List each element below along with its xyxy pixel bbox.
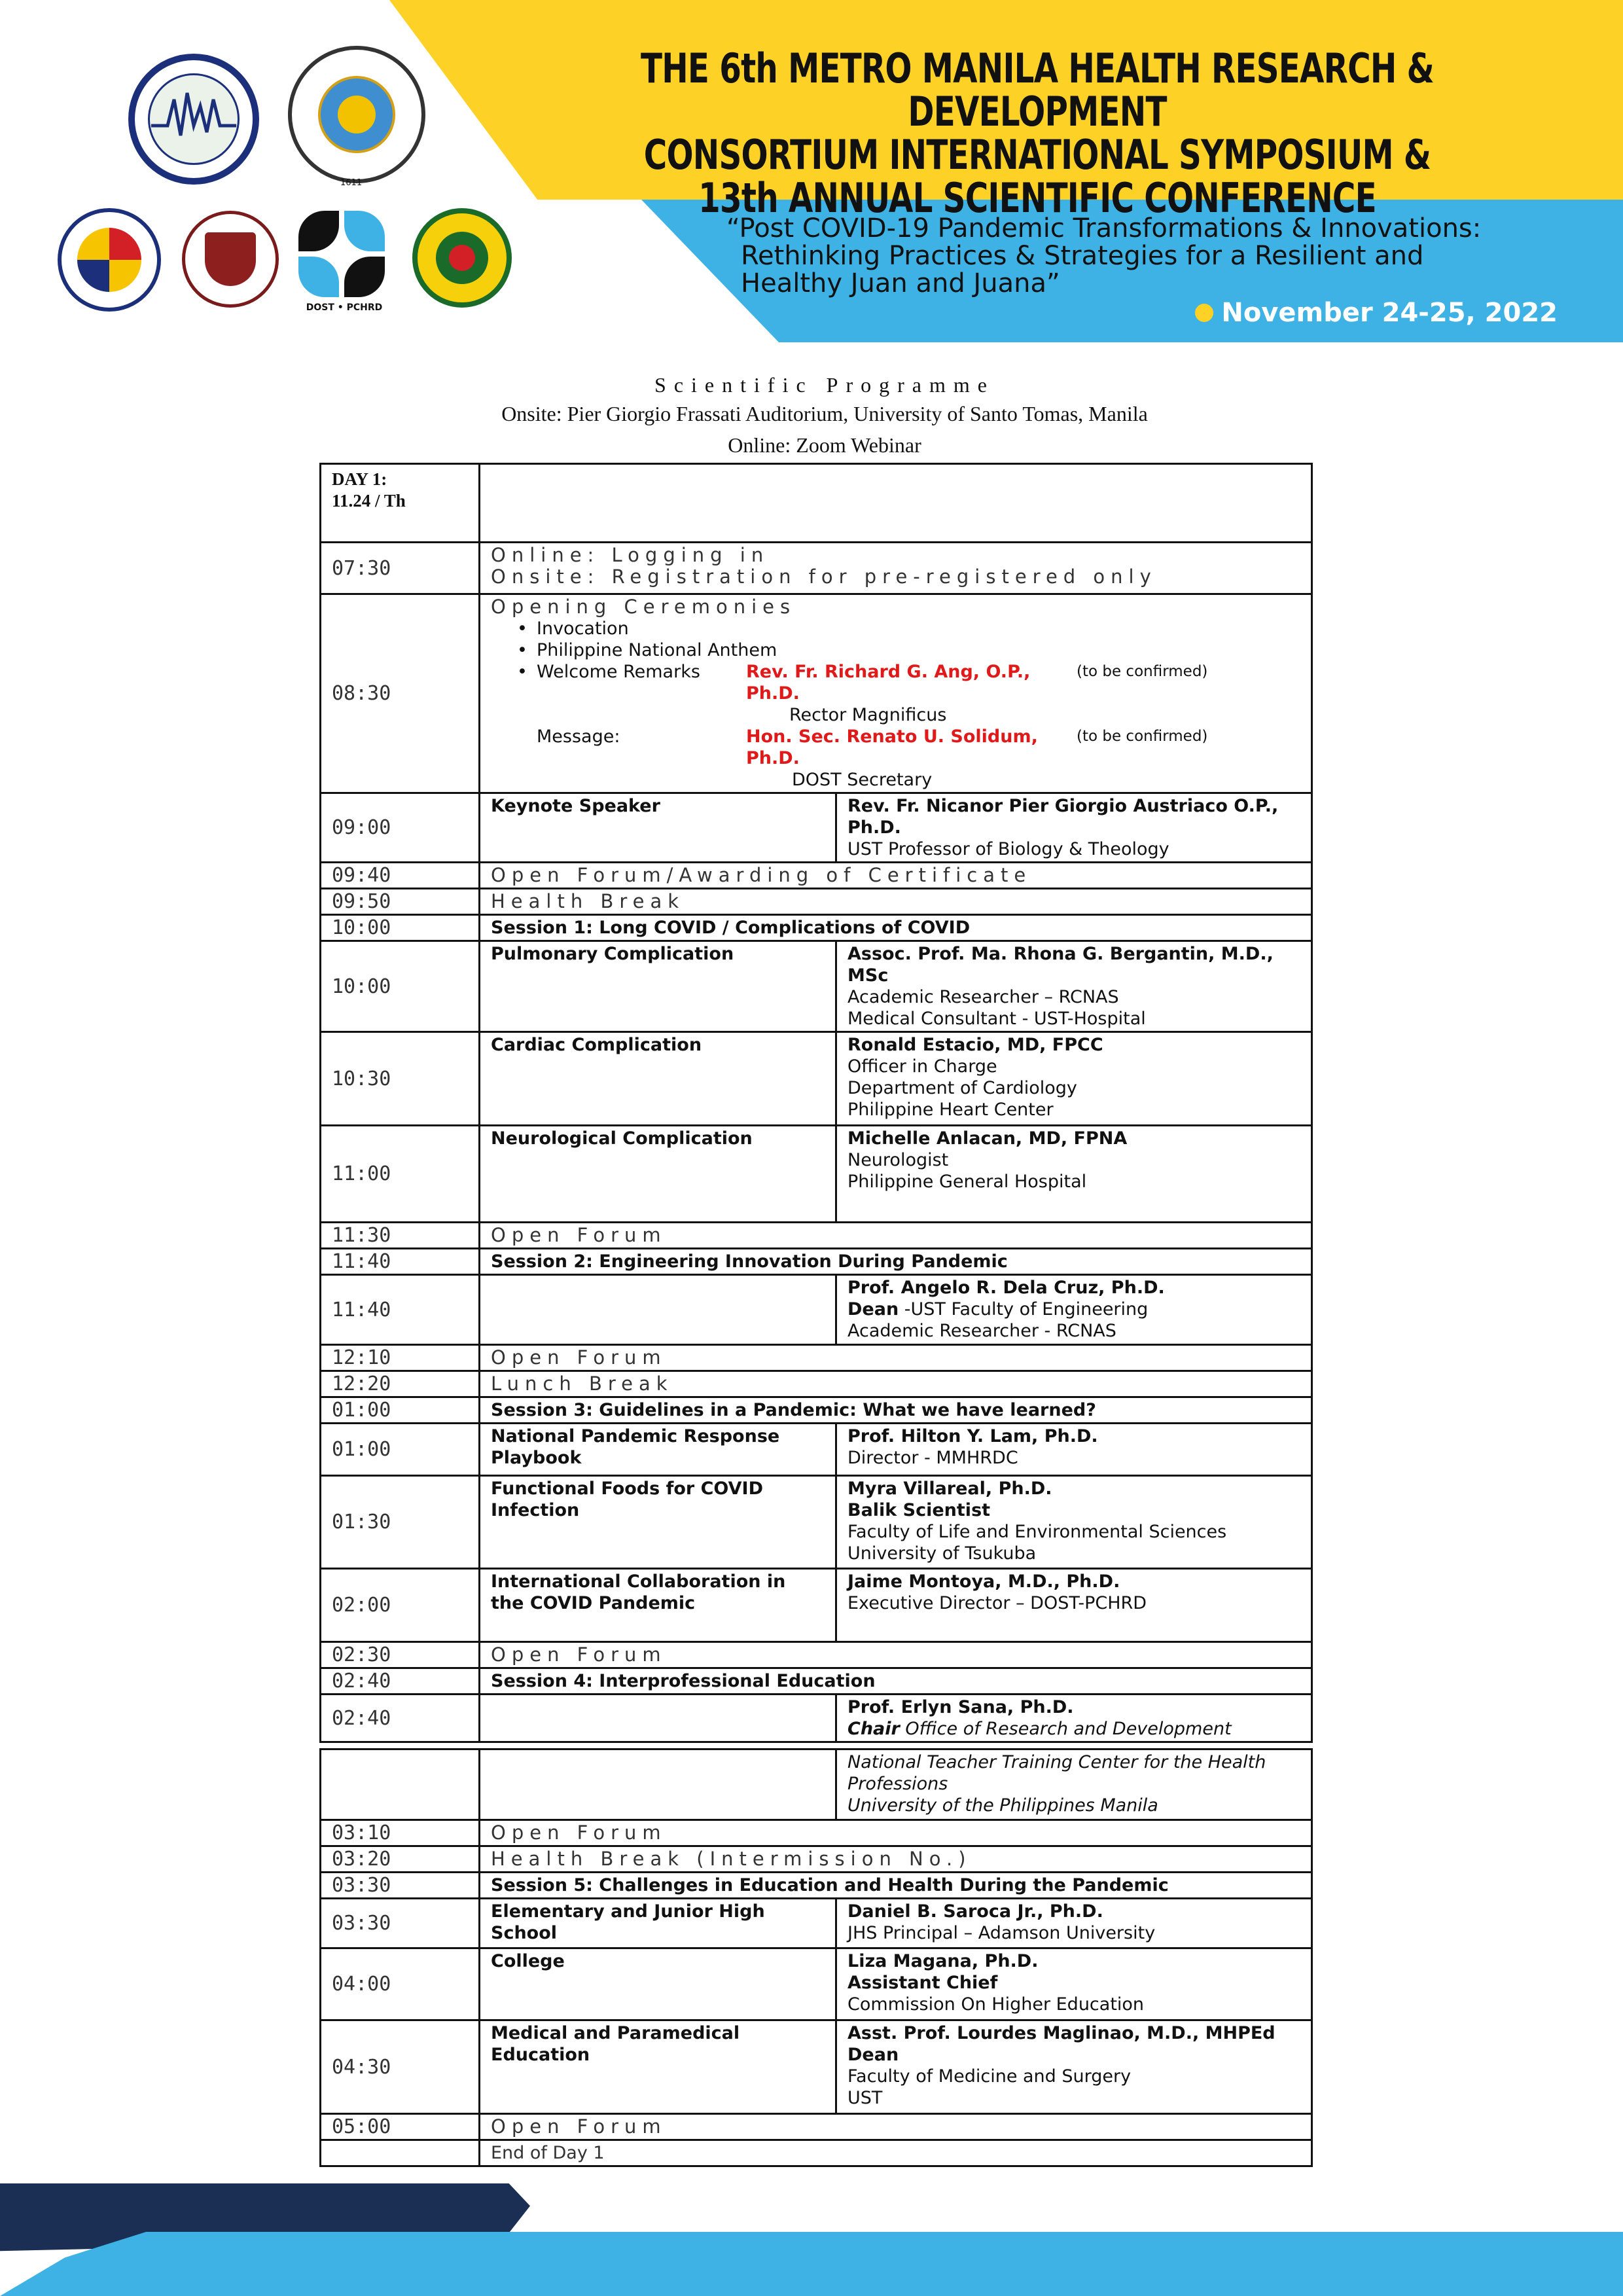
date-dot-icon	[1195, 304, 1213, 322]
table-row	[321, 1569, 1312, 1642]
time-cell: 01:00	[321, 1397, 480, 1424]
programme-heading	[0, 372, 1623, 461]
time-cell: 08:30	[321, 594, 480, 793]
speaker-detail: University of the Philippines Manila	[847, 1795, 1158, 1816]
speaker-name: Daniel B. Saroca Jr., Ph.D.	[847, 1901, 1103, 1922]
speaker-name: Jaime Montoya, M.D., Ph.D.	[847, 1571, 1120, 1592]
time-cell: 03:30	[321, 1899, 480, 1948]
welcome-confirm-note: (to be confirmed)	[1077, 663, 1208, 680]
time-cell: 09:40	[321, 863, 480, 889]
session-title-cell: Session 3: Guidelines in a Pandemic: What we have learned?	[480, 1397, 1312, 1424]
dost-pchrd-label: DOST • PCHRD	[306, 302, 383, 313]
time-cell: 01:30	[321, 1476, 480, 1569]
table-row	[321, 1695, 1312, 1742]
mmhrdc-logo	[128, 54, 259, 185]
time-cell-empty	[321, 1749, 480, 1820]
topic-cell-empty	[480, 1275, 836, 1345]
time-cell: 09:50	[321, 889, 480, 915]
speaker-detail: Faculty of Medicine and Surgery	[847, 2066, 1132, 2087]
speaker-name: Prof. Erlyn Sana, Ph.D.	[847, 1697, 1074, 1717]
speaker-detail: Commission On Higher Education	[847, 1994, 1145, 2015]
time-cell-empty	[321, 2140, 480, 2166]
bullet-icon: •	[517, 662, 527, 682]
welcome-speaker-role: Rector Magnificus	[789, 705, 947, 725]
speaker-title: Assistant Chief	[847, 1973, 998, 1993]
speaker-detail: Medical Consultant - UST-Hospital	[847, 1009, 1146, 1029]
page-break-gap	[321, 1742, 1312, 1749]
topic-cell: Elementary and Junior High School	[480, 1899, 836, 1948]
time-cell: 10:00	[321, 941, 480, 1032]
speaker-detail	[847, 1299, 1300, 1320]
speaker-detail: Director - MMHRDC	[847, 1448, 1018, 1468]
time-cell: 02:00	[321, 1569, 480, 1642]
activity-cell: Health Break	[480, 889, 1312, 915]
speaker-cell	[836, 1424, 1312, 1476]
time-cell: 10:00	[321, 915, 480, 941]
table-row	[321, 793, 1312, 863]
sun-icon	[338, 96, 376, 134]
theme-line-3: Healthy Juan and Juana”	[741, 268, 1060, 298]
activity-cell	[480, 543, 1312, 594]
time-cell: 12:20	[321, 1371, 480, 1397]
speaker-detail: Executive Director – DOST-PCHRD	[847, 1593, 1147, 1613]
day-label-line-1: DAY 1:	[332, 469, 387, 489]
table-row	[321, 464, 1312, 543]
title-line-2: CONSORTIUM INTERNATIONAL SYMPOSIUM &	[643, 131, 1431, 179]
table-row	[321, 1275, 1312, 1345]
speaker-detail: National Teacher Training Center for the Health Professions	[847, 1752, 1266, 1794]
speaker-cell	[836, 1749, 1312, 1820]
time-cell: 11:00	[321, 1126, 480, 1223]
ust-logo	[288, 46, 425, 183]
message-speaker-name: Hon. Sec. Renato U. Solidum, Ph.D.	[746, 726, 1038, 768]
speaker-detail: Academic Researcher - RCNAS	[847, 1321, 1116, 1341]
topic-cell-empty	[480, 1695, 836, 1742]
topic-cell: Functional Foods for COVID Infection	[480, 1476, 836, 1569]
activity-cell: Health Break (Intermission No.)	[480, 1846, 1312, 1873]
speaker-title: Chair	[847, 1719, 900, 1739]
table-row	[321, 1899, 1312, 1948]
table-row	[321, 594, 1312, 793]
message-speaker-role: DOST Secretary	[792, 770, 933, 790]
activity-cell: Open Forum/Awarding of Certificate	[480, 863, 1312, 889]
speaker-cell	[836, 1899, 1312, 1948]
programme-title: Scientific Programme	[654, 373, 995, 397]
speaker-cell	[836, 1695, 1312, 1742]
time-cell: 02:40	[321, 1668, 480, 1695]
time-cell: 09:00	[321, 793, 480, 863]
time-cell: 07:30	[321, 543, 480, 594]
speaker-title: Balik Scientist	[847, 1500, 991, 1520]
speaker-detail: Officer in Charge	[847, 1056, 997, 1077]
table-row	[321, 2020, 1312, 2114]
activity-cell: Open Forum	[480, 1223, 1312, 1249]
time-cell: 02:30	[321, 1642, 480, 1668]
welcome-remarks-label: Welcome Remarks	[537, 662, 700, 682]
table-row	[321, 1642, 1312, 1668]
speaker-cell	[836, 1275, 1312, 1345]
ched-sunburst	[77, 228, 141, 292]
event-date	[1195, 298, 1558, 328]
speaker-name: Prof. Angelo R. Dela Cruz, Ph.D.	[847, 1278, 1165, 1298]
session-title-cell: Session 1: Long COVID / Complications of COVID	[480, 915, 1312, 941]
topic-cell: National Pandemic Response Playbook	[480, 1424, 836, 1476]
table-row	[321, 1345, 1312, 1371]
opening-ceremonies-cell	[480, 594, 1312, 793]
dost-quadrant	[298, 211, 339, 251]
speaker-name: Prof. Hilton Y. Lam, Ph.D.	[847, 1426, 1098, 1446]
speaker-detail: Neurologist	[847, 1150, 949, 1170]
table-row	[321, 1820, 1312, 1846]
ched-logo	[58, 208, 161, 312]
topic-cell: International Collaboration in the COVID Pandemic	[480, 1569, 836, 1642]
table-row	[321, 1371, 1312, 1397]
time-cell: 12:10	[321, 1345, 480, 1371]
table-row	[321, 941, 1312, 1032]
title-line-3: 13th ANNUAL SCIENTIFIC CONFERENCE	[698, 174, 1376, 222]
time-cell: 05:00	[321, 2114, 480, 2140]
speaker-affiliation: -UST Faculty of Engineering	[899, 1299, 1149, 1319]
dost-quadrant	[298, 257, 339, 297]
speaker-detail: Philippine Heart Center	[847, 1100, 1054, 1120]
speaker-name: Michelle Anlacan, MD, FPNA	[847, 1128, 1128, 1149]
topic-cell: Keynote Speaker	[480, 793, 836, 863]
table-row	[321, 1476, 1312, 1569]
time-cell: 04:00	[321, 1948, 480, 2020]
activity-line: Onsite: Registration for pre-registered only	[491, 565, 1157, 588]
table-row	[321, 1032, 1312, 1126]
message-row	[491, 726, 1300, 769]
programme-onsite: Onsite: Pier Giorgio Frassati Auditorium, University of Santo Tomas, Manila	[501, 402, 1148, 425]
table-row	[321, 889, 1312, 915]
up-manila-logo	[182, 211, 279, 308]
speaker-detail	[847, 1718, 1300, 1740]
speaker-name: Myra Villareal, Ph.D.	[847, 1479, 1052, 1499]
up-shield-icon	[205, 232, 256, 286]
time-cell: 11:40	[321, 1275, 480, 1345]
speaker-cell	[836, 1569, 1312, 1642]
activity-cell: Open Forum	[480, 1820, 1312, 1846]
topic-cell-empty	[480, 1749, 836, 1820]
speaker-affiliation: Office of Research and Development	[899, 1719, 1232, 1739]
time-cell: 02:40	[321, 1695, 480, 1742]
day-label-line-2: 11.24 / Th	[332, 491, 406, 511]
session-title-cell: Session 5: Challenges in Education and Health During the Pandemic	[480, 1873, 1312, 1899]
speaker-name: Asst. Prof. Lourdes Maglinao, M.D., MHPEd	[847, 2023, 1275, 2043]
time-cell: 11:40	[321, 1249, 480, 1275]
time-cell: 10:30	[321, 1032, 480, 1126]
speaker-detail: JHS Principal – Adamson University	[847, 1923, 1156, 1943]
topic-cell: Medical and Paramedical Education	[480, 2020, 836, 2114]
event-title	[616, 47, 1459, 220]
session-title-cell: Session 4: Interprofessional Education	[480, 1668, 1312, 1695]
speaker-title: Dean	[847, 2045, 899, 2065]
time-cell: 03:20	[321, 1846, 480, 1873]
day-label	[321, 464, 480, 543]
ust-year: 1611	[340, 178, 363, 188]
speaker-cell	[836, 941, 1312, 1032]
table-row	[321, 1126, 1312, 1223]
theme-line-1: “Post COVID-19 Pandemic Transformations & Innovations:	[726, 213, 1482, 243]
programme-item	[491, 661, 746, 704]
table-row	[321, 1873, 1312, 1899]
speaker-detail: UST	[847, 2088, 883, 2108]
gap-cell	[321, 1742, 1312, 1749]
speaker-name: Assoc. Prof. Ma. Rhona G. Bergantin, M.D., MSc	[847, 944, 1274, 986]
speaker-cell	[836, 1476, 1312, 1569]
speaker-detail: Philippine General Hospital	[847, 1172, 1087, 1192]
speaker-cell	[836, 1126, 1312, 1223]
end-of-day-cell: End of Day 1	[480, 2140, 1312, 2166]
topic-cell: Pulmonary Complication	[480, 941, 836, 1032]
speaker-name: Ronald Estacio, MD, FPCC	[847, 1035, 1103, 1055]
dost-quadrant	[344, 257, 385, 297]
doh-cross-icon	[449, 245, 475, 271]
table-row	[321, 2140, 1312, 2166]
welcome-remarks-row	[491, 661, 1300, 704]
table-row	[321, 915, 1312, 941]
opening-ceremonies-title: Opening Ceremonies	[491, 596, 796, 618]
table-row	[321, 1846, 1312, 1873]
doh-logo	[412, 208, 512, 308]
time-cell: 03:10	[321, 1820, 480, 1846]
topic-cell: Neurological Complication	[480, 1126, 836, 1223]
event-theme	[726, 215, 1597, 297]
event-date-text: November 24-25, 2022	[1221, 298, 1558, 328]
time-cell: 01:00	[321, 1424, 480, 1476]
message-label: Message:	[537, 726, 620, 747]
table-row	[321, 543, 1312, 594]
doh-seal	[436, 232, 488, 284]
table-row	[321, 1749, 1312, 1820]
footer-blue-band	[0, 2232, 1623, 2296]
theme-line-2: Rethinking Practices & Strategies for a Resilient and	[741, 241, 1424, 271]
speaker-name: Rev. Fr. Nicanor Pier Giorgio Austriaco O.P., Ph.D.	[847, 796, 1279, 838]
speaker-detail: Department of Cardiology	[847, 1078, 1077, 1098]
day-header-empty	[480, 464, 1312, 543]
speaker-detail: UST Professor of Biology & Theology	[847, 839, 1169, 859]
activity-cell: Open Forum	[480, 1642, 1312, 1668]
table-row	[321, 2114, 1312, 2140]
time-cell: 03:30	[321, 1873, 480, 1899]
ust-seal	[318, 76, 395, 153]
speaker-cell	[836, 1948, 1312, 2020]
dost-pchrd-logo	[298, 211, 389, 301]
message-confirm-note: (to be confirmed)	[1077, 728, 1208, 745]
activity-cell: Lunch Break	[480, 1371, 1312, 1397]
dost-quadrant	[344, 211, 385, 251]
speaker-name: Liza Magana, Ph.D.	[847, 1951, 1039, 1971]
time-cell: 11:30	[321, 1223, 480, 1249]
heartbeat-icon	[151, 86, 236, 145]
activity-line: Online: Logging in	[491, 544, 770, 566]
session-title-cell: Session 2: Engineering Innovation During Pandemic	[480, 1249, 1312, 1275]
programme-item: • Philippine National Anthem	[491, 639, 1300, 661]
table-row	[321, 1397, 1312, 1424]
table-row	[321, 863, 1312, 889]
speaker-detail: Academic Researcher – RCNAS	[847, 987, 1119, 1007]
table-row	[321, 1424, 1312, 1476]
table-row	[321, 1249, 1312, 1275]
table-row	[321, 1948, 1312, 2020]
table-row	[321, 1668, 1312, 1695]
schedule-table	[319, 463, 1313, 2167]
programme-online: Online: Zoom Webinar	[728, 433, 921, 457]
speaker-detail: University of Tsukuba	[847, 1543, 1037, 1564]
speaker-title: Dean	[847, 1299, 899, 1319]
speaker-cell	[836, 2020, 1312, 2114]
programme-item: • Invocation	[491, 618, 1300, 639]
topic-cell: Cardiac Complication	[480, 1032, 836, 1126]
topic-cell: College	[480, 1948, 836, 2020]
speaker-cell	[836, 793, 1312, 863]
table-row	[321, 1223, 1312, 1249]
title-line-1: THE 6th METRO MANILA HEALTH RESEARCH & DEVELOPMENT	[641, 45, 1434, 135]
activity-cell: Open Forum	[480, 2114, 1312, 2140]
time-cell: 04:30	[321, 2020, 480, 2114]
welcome-speaker-name: Rev. Fr. Richard G. Ang, O.P., Ph.D.	[746, 662, 1031, 704]
speaker-cell	[836, 1032, 1312, 1126]
speaker-detail: Faculty of Life and Environmental Sciences	[847, 1522, 1227, 1542]
activity-cell: Open Forum	[480, 1345, 1312, 1371]
